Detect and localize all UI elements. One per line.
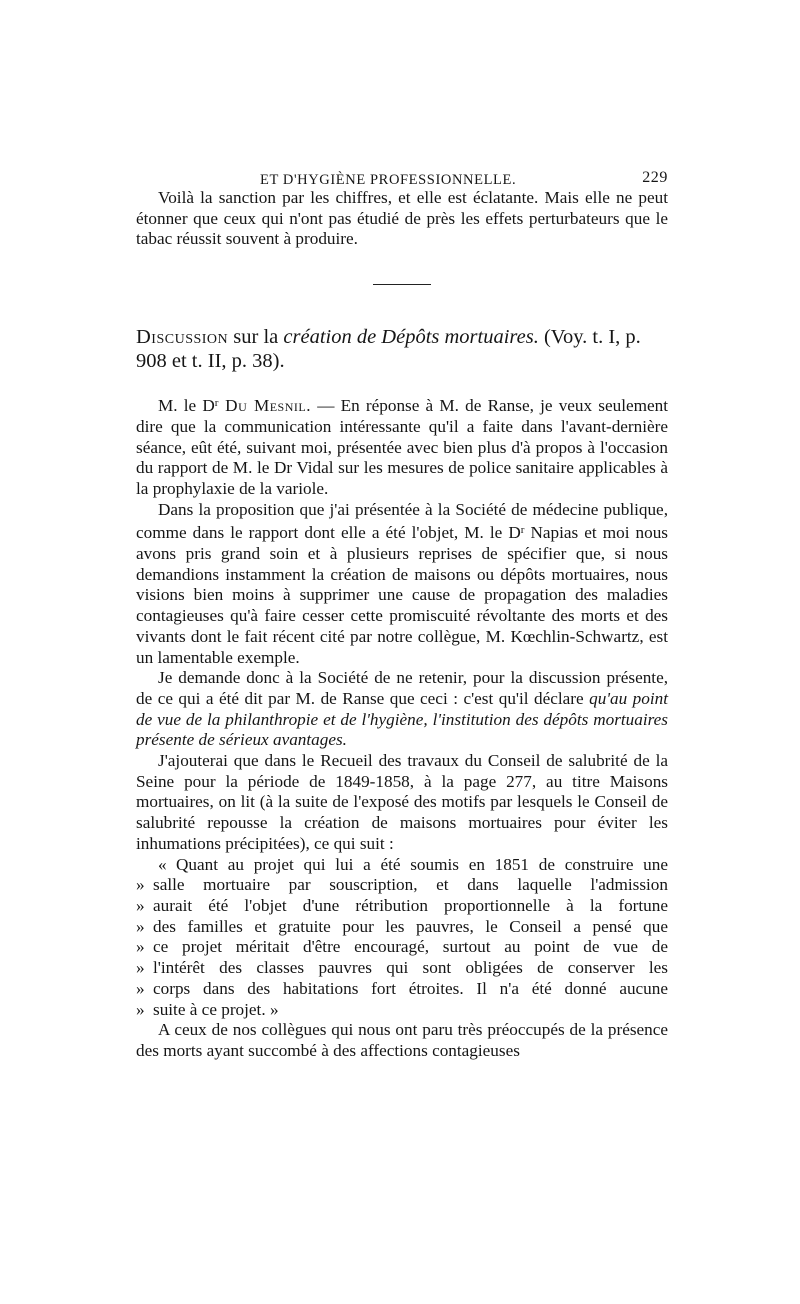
- quote-open-mark: «: [158, 854, 167, 874]
- running-title: ET D'HYGIÈNE PROFESSIONNELLE.: [260, 172, 517, 188]
- quote-line: [136, 958, 668, 979]
- quote-close-mark: »: [269, 999, 279, 1019]
- section-title-reference: (Voy. t. I, p. 908 et t. II, p. 38).: [136, 326, 641, 373]
- quote-line: [136, 917, 668, 938]
- quote-line-text: aurait été l'objet d'une rétribution proportionnelle à la fortune: [153, 895, 668, 915]
- speaker-superscript: r: [214, 397, 219, 410]
- paragraph-du-mesnil: [136, 393, 668, 500]
- paragraph-demande-text: Je demande donc à la Société de ne retenir, pour la discussion présente, de ce qui a été dit par M. de Ranse que ceci : c'est qu'il déclare: [136, 668, 668, 708]
- quotation-block: [136, 855, 668, 1021]
- page-number: 229: [642, 169, 668, 186]
- section-divider: [373, 284, 431, 285]
- quote-line: [136, 875, 668, 896]
- quote-line: [136, 855, 668, 876]
- quote-line-text: des familles et gratuite pour les pauvres, le Conseil a pensé que: [153, 916, 668, 936]
- paragraph-proposition: [136, 500, 668, 669]
- quote-continuation-mark: »: [136, 978, 145, 998]
- paragraph-proposition-text-a: Dans la proposition que j'ai présentée à la Société de médecine publique, comme dans le rapport dont elle a été l'objet, M. le D: [136, 499, 668, 543]
- quote-line: [136, 896, 668, 917]
- quote-line-text: suite à ce projet.: [153, 999, 266, 1019]
- quote-continuation-mark: »: [136, 999, 145, 1019]
- quote-line: [136, 979, 668, 1000]
- quote-continuation-mark: »: [136, 875, 145, 895]
- quote-line-text: ce projet méritait d'être encouragé, surtout au point de vue de: [153, 937, 668, 957]
- document-page: [136, 166, 668, 1062]
- section-title-italic: création de Dépôts mortuaires.: [283, 326, 539, 349]
- paragraph-collegues: A ceux de nos collègues qui nous ont paru très préoccupés de la présence des morts ayant succombé à des affections contagieuses: [136, 1020, 668, 1060]
- quote-line-text: salle mortuaire par souscription, et dans laquelle l'admission: [153, 875, 668, 895]
- paragraph-proposition-text-b: Napias et moi nous avons pris grand soin et à plusieurs reprises de spécifier que, si nous demandions instamment la création de maisons ou dépôts mortuaires, nous visions bien moins à supprimer une cause de propagation des maladies contagieuses qu'à faire cesser cette promiscuité révoltante des morts et des vivants dont le fait récent cité par notre collègue, M. Kœchlin-Schwartz, est un lamentable exemple.: [136, 523, 668, 667]
- quote-line: [136, 937, 668, 958]
- section-title-discussion: Discussion: [136, 326, 229, 349]
- running-header: [136, 166, 668, 188]
- quote-line-text: corps dans des habitations fort étroites. Il n'a été donné aucune: [153, 978, 668, 998]
- quote-line: [136, 1000, 668, 1021]
- paragraph-du-mesnil-text: — En réponse à M. de Ranse, je veux seulement dire que la communication intéressante qu'il a faite dans l'avant-dernière séance, eût été, suivant moi, présentée avec bien plus d'à propos à l'occasion du rapport de M. le Dr Vidal sur les mesures de police sanitaire applicables à la prophylaxie de la variole.: [136, 396, 668, 498]
- speaker-name: Du Mesnil.: [218, 396, 312, 416]
- quote-continuation-mark: »: [136, 916, 145, 936]
- quote-line-text: l'intérêt des classes pauvres qui sont obligées de conserver les: [153, 958, 668, 978]
- paragraph-demande-italic: qu'au point de vue de la philanthropie et de l'hygiène, l'institution des dépôts mortuaires présente de sérieux avantages.: [136, 688, 668, 750]
- quote-continuation-mark: »: [136, 937, 145, 957]
- section-title: [136, 325, 668, 373]
- opening-paragraph: Voilà la sanction par les chiffres, et elle est éclatante. Mais elle ne peut étonner que ceux qui n'ont pas étudié de près les effets perturbateurs que le tabac réussit souvent à produire.: [136, 188, 668, 249]
- paragraph-recueil: J'ajouterai que dans le Recueil des travaux du Conseil de salubrité de la Seine pour la période de 1849-1858, à la page 277, au titre Maisons mortuaires, on lit (à la suite de l'exposé des motifs par lesquels le Conseil de salubrité repousse la création de maisons mortuaires pour éviter les inhumations précipitées), ce qui suit :: [136, 751, 668, 853]
- speaker-prefix: M. le D: [158, 396, 215, 416]
- quote-line-text: Quant au projet qui lui a été soumis en 1851 de construire une: [176, 854, 668, 874]
- quote-continuation-mark: »: [136, 958, 145, 978]
- paragraph-proposition-superscript: r: [520, 524, 525, 537]
- quote-continuation-mark: »: [136, 895, 145, 915]
- section-title-connector: sur la: [228, 326, 284, 349]
- paragraph-demande: [136, 668, 668, 751]
